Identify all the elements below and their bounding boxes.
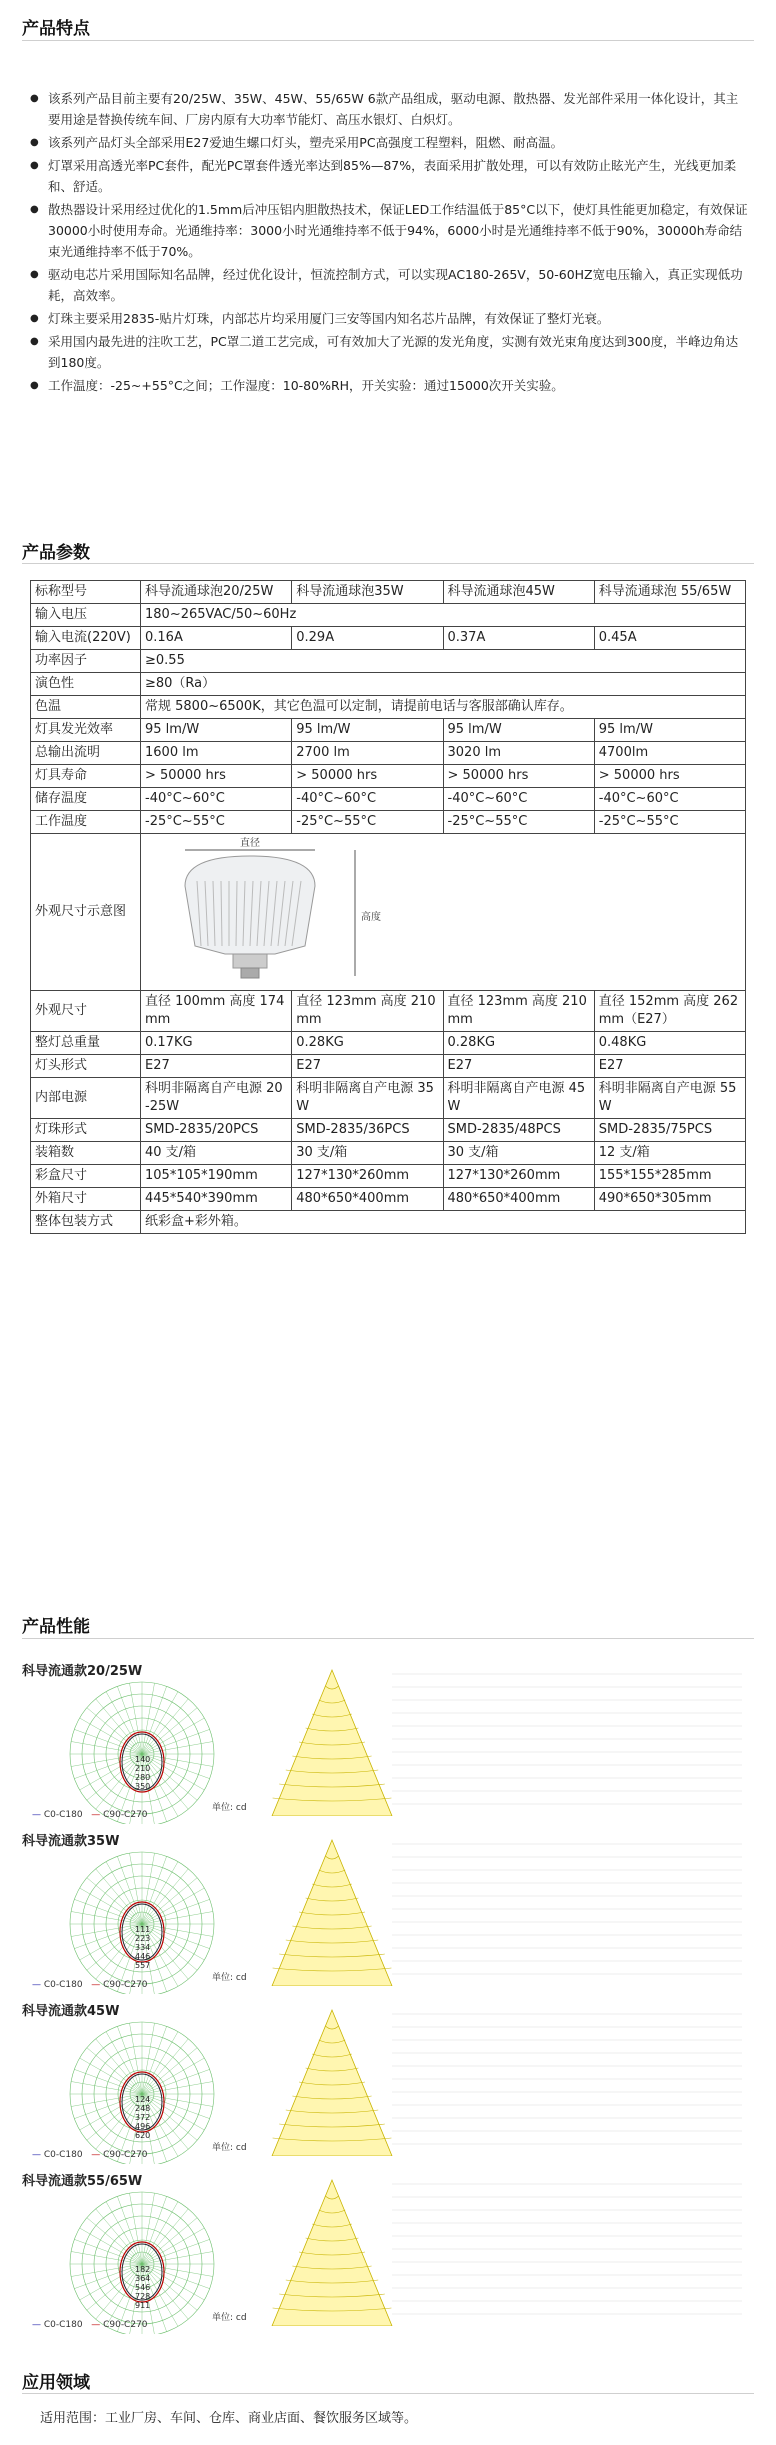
param-value: 直径 152mm 高度 262mm（E27） (594, 991, 745, 1032)
feature-item: ● 散热器设计采用经过优化的1.5mm后冲压铝内胆散热技术，保证LED工作结温低于85°C以下，使灯具性能更加稳定，有效保证30000小时使用寿命。光通维持率：3000小时光通维持率不低于94%，6000小时是光通维持率不低于90%，30000h寿命结束光通维持率不低于70%。 (30, 199, 750, 262)
param-value: SMD-2835/48PCS (443, 1119, 594, 1142)
feature-item: ● 灯罩采用高透光率PC套件，配光PC罩套件透光率达到85%—87%，表面采用扩散处理，可以有效防止眩光产生，光线更加柔和、舒适。 (30, 155, 750, 197)
polar-tick-label: 350 (135, 1782, 151, 1791)
params-row (31, 1078, 746, 1119)
beam-cone-chart (262, 2006, 742, 2156)
polar-tick-label: 557 (135, 1961, 151, 1970)
polar-tick-label: 124 (135, 2095, 151, 2104)
param-value: 0.29A (292, 627, 443, 650)
polar-tick-label: 334 (135, 1943, 151, 1952)
params-row (31, 788, 746, 811)
perf-name: 科导流通款35W (22, 1834, 120, 1849)
feature-item: ● 灯珠主要采用2835-贴片灯珠，内部芯片均采用厦门三安等国内知名芯片品牌，有效保证了整灯光衰。 (30, 308, 750, 329)
param-label: 灯头形式 (31, 1055, 141, 1078)
bulb-outline-icon (145, 836, 405, 982)
param-value: 0.45A (594, 627, 745, 650)
param-label: 色温 (31, 696, 141, 719)
beam-cone-chart (262, 1666, 742, 1816)
param-value: 12 支/箱 (594, 1142, 745, 1165)
app-title: 应用领域 (22, 2373, 90, 2393)
param-value: 30 支/箱 (443, 1142, 594, 1165)
param-value: 127*130*260mm (443, 1165, 594, 1188)
polar-chart (62, 1844, 222, 1994)
polar-tick-label: 620 (135, 2131, 151, 2140)
param-value: 科导流通球泡45W (443, 581, 594, 604)
polar-chart (62, 2184, 222, 2334)
params-row (31, 991, 746, 1032)
polar-tick-label: 496 (135, 2122, 151, 2131)
param-value: -25°C~55°C (141, 811, 292, 834)
param-value: -40°C~60°C (292, 788, 443, 811)
param-value: -25°C~55°C (292, 811, 443, 834)
param-value: E27 (443, 1055, 594, 1078)
param-value: 95 lm/W (594, 719, 745, 742)
unit-label: 单位: cd (212, 2313, 247, 2323)
beam-cone-chart (262, 1836, 742, 1986)
param-value: 3020 lm (443, 742, 594, 765)
polar-tick-label: 248 (135, 2104, 151, 2113)
param-value: E27 (292, 1055, 443, 1078)
params-table (30, 580, 746, 1234)
params-row (31, 1211, 746, 1234)
param-value: 105*105*190mm (141, 1165, 292, 1188)
params-row (31, 604, 746, 627)
param-value: > 50000 hrs (443, 765, 594, 788)
param-label: 演色性 (31, 673, 141, 696)
param-value: 445*540*390mm (141, 1188, 292, 1211)
params-row (31, 1032, 746, 1055)
param-value: 0.17KG (141, 1032, 292, 1055)
application-text: 适用范围：工业厂房、车间、仓库、商业店面、餐饮服务区域等。 (40, 2411, 418, 2426)
params-row (31, 1055, 746, 1078)
params-title: 产品参数 (22, 543, 90, 563)
param-value: -25°C~55°C (594, 811, 745, 834)
polar-legend: — C0-C180 — C90-C270 (32, 1810, 148, 1820)
param-value: 40 支/箱 (141, 1142, 292, 1165)
polar-tick-label: 546 (135, 2283, 151, 2292)
param-label: 输入电压 (31, 604, 141, 627)
param-value: 科导流通球泡 55/65W (594, 581, 745, 604)
param-value: 科明非隔离自产电源 45W (443, 1078, 594, 1119)
param-value: 常规 5800~6500K，其它色温可以定制，请提前电话与客服部确认库存。 (141, 696, 746, 719)
polar-tick-label: 210 (135, 1764, 151, 1773)
param-value: SMD-2835/36PCS (292, 1119, 443, 1142)
param-value: 科明非隔离自产电源 20-25W (141, 1078, 292, 1119)
perf-name: 科导流通款45W (22, 2004, 120, 2019)
param-value: > 50000 hrs (141, 765, 292, 788)
param-value: 直径 123mm 高度 210mm (443, 991, 594, 1032)
param-value: -25°C~55°C (443, 811, 594, 834)
polar-tick-label: 182 (135, 2265, 151, 2274)
param-value: -40°C~60°C (594, 788, 745, 811)
param-value: 科导流通球泡35W (292, 581, 443, 604)
perf-name: 科导流通款55/65W (22, 2174, 143, 2189)
params-row (31, 742, 746, 765)
params-row (31, 765, 746, 788)
param-value: 490*650*305mm (594, 1188, 745, 1211)
param-value: SMD-2835/20PCS (141, 1119, 292, 1142)
param-label: 外箱尺寸 (31, 1188, 141, 1211)
unit-label: 单位: cd (212, 1803, 247, 1813)
param-label: 功率因子 (31, 650, 141, 673)
params-row (31, 650, 746, 673)
param-value: 4700lm (594, 742, 745, 765)
polar-tick-label: 111 (135, 1925, 151, 1934)
param-value: 480*650*400mm (292, 1188, 443, 1211)
polar-legend: — C0-C180 — C90-C270 (32, 1980, 148, 1990)
param-label: 输入电流(220V) (31, 627, 141, 650)
polar-tick-label: 728 (135, 2292, 151, 2301)
param-value: > 50000 hrs (594, 765, 745, 788)
params-row (31, 581, 746, 604)
param-value: 155*155*285mm (594, 1165, 745, 1188)
params-row (31, 627, 746, 650)
bulb-diagram (141, 834, 746, 991)
feature-item: ● 该系列产品目前主要有20/25W、35W、45W、55/65W 6款产品组成，驱动电源、散热器、发光部件采用一体化设计，其主要用途是替换传统车间、厂房内原有大功率节能灯、高压水银灯、白炽灯。 (30, 88, 750, 130)
divider (22, 2393, 754, 2394)
polar-tick-label: 223 (135, 1934, 151, 1943)
params-row (31, 834, 746, 991)
param-value: 0.28KG (443, 1032, 594, 1055)
polar-chart (62, 2014, 222, 2164)
param-value: 0.48KG (594, 1032, 745, 1055)
polar-tick-label: 280 (135, 1773, 151, 1782)
perf-block (22, 1660, 752, 1825)
features-title: 产品特点 (22, 19, 90, 39)
param-label: 内部电源 (31, 1078, 141, 1119)
param-value: ≥80（Ra） (141, 673, 746, 696)
param-value: 科明非隔离自产电源 55W (594, 1078, 745, 1119)
param-value: 0.28KG (292, 1032, 443, 1055)
params-row (31, 719, 746, 742)
feature-item: ● 采用国内最先进的注吹工艺，PC罩二道工艺完成，可有效加大了光源的发光角度，实测有效光束角度达到300度，半峰边角达到180度。 (30, 331, 750, 373)
param-value: E27 (141, 1055, 292, 1078)
beam-cone-chart (262, 2176, 742, 2326)
polar-legend: — C0-C180 — C90-C270 (32, 2320, 148, 2330)
polar-tick-label: 364 (135, 2274, 151, 2283)
param-value: 30 支/箱 (292, 1142, 443, 1165)
param-value: 480*650*400mm (443, 1188, 594, 1211)
param-value: 1600 lm (141, 742, 292, 765)
param-value: 95 lm/W (443, 719, 594, 742)
param-value: 科明非隔离自产电源 35W (292, 1078, 443, 1119)
svg-text:直径: 直径 (240, 838, 260, 849)
params-row (31, 1165, 746, 1188)
polar-legend: — C0-C180 — C90-C270 (32, 2150, 148, 2160)
param-value: 科导流通球泡20/25W (141, 581, 292, 604)
param-label: 储存温度 (31, 788, 141, 811)
params-row (31, 811, 746, 834)
unit-label: 单位: cd (212, 2143, 247, 2153)
polar-chart (62, 1674, 222, 1824)
params-row (31, 1142, 746, 1165)
param-value: 0.37A (443, 627, 594, 650)
feature-item: ● 驱动电芯片采用国际知名品牌，经过优化设计，恒流控制方式，可以实现AC180-265V，50-60HZ宽电压输入，真正实现低功耗，高效率。 (30, 264, 750, 306)
params-row (31, 1188, 746, 1211)
param-value: SMD-2835/75PCS (594, 1119, 745, 1142)
param-value: > 50000 hrs (292, 765, 443, 788)
params-row (31, 1119, 746, 1142)
perf-name: 科导流通款20/25W (22, 1664, 143, 1679)
param-label: 灯具发光效率 (31, 719, 141, 742)
param-value: -40°C~60°C (141, 788, 292, 811)
param-value: 180~265VAC/50~60Hz (141, 604, 746, 627)
divider (22, 1638, 754, 1639)
param-value: 纸彩盒+彩外箱。 (141, 1211, 746, 1234)
features-list (30, 88, 750, 398)
param-label: 整灯总重量 (31, 1032, 141, 1055)
perf-title: 产品性能 (22, 1617, 90, 1637)
perf-block (22, 2000, 752, 2165)
param-label: 工作温度 (31, 811, 141, 834)
param-label: 外观尺寸 (31, 991, 141, 1032)
unit-label: 单位: cd (212, 1973, 247, 1983)
param-value: 0.16A (141, 627, 292, 650)
param-label: 整体包装方式 (31, 1211, 141, 1234)
param-value: 95 lm/W (141, 719, 292, 742)
param-label: 总输出流明 (31, 742, 141, 765)
param-label: 灯珠形式 (31, 1119, 141, 1142)
feature-item: ● 工作温度：-25~+55°C之间；工作湿度：10-80%RH，开关实验：通过15000次开关实验。 (30, 375, 750, 396)
params-row (31, 673, 746, 696)
polar-tick-label: 372 (135, 2113, 151, 2122)
feature-item: ● 该系列产品灯头全部采用E27爱迪生螺口灯头，塑壳采用PC高强度工程塑料，阻燃、耐高温。 (30, 132, 750, 153)
polar-tick-label: 911 (135, 2301, 151, 2310)
param-value: E27 (594, 1055, 745, 1078)
perf-block (22, 1830, 752, 1995)
param-value: 95 lm/W (292, 719, 443, 742)
param-value: -40°C~60°C (443, 788, 594, 811)
polar-tick-label: 140 (135, 1755, 151, 1764)
param-label: 外观尺寸示意图 (31, 834, 141, 991)
param-label: 灯具寿命 (31, 765, 141, 788)
param-value: 2700 lm (292, 742, 443, 765)
params-row (31, 696, 746, 719)
polar-tick-label: 446 (135, 1952, 151, 1961)
param-value: 直径 123mm 高度 210mm (292, 991, 443, 1032)
param-label: 装箱数 (31, 1142, 141, 1165)
divider (22, 40, 754, 41)
perf-block (22, 2170, 752, 2335)
param-value: 直径 100mm 高度 174mm (141, 991, 292, 1032)
param-label: 标称型号 (31, 581, 141, 604)
divider (22, 563, 754, 564)
param-label: 彩盒尺寸 (31, 1165, 141, 1188)
svg-text:高度: 高度 (361, 912, 381, 923)
param-value: 127*130*260mm (292, 1165, 443, 1188)
param-value: ≥0.55 (141, 650, 746, 673)
